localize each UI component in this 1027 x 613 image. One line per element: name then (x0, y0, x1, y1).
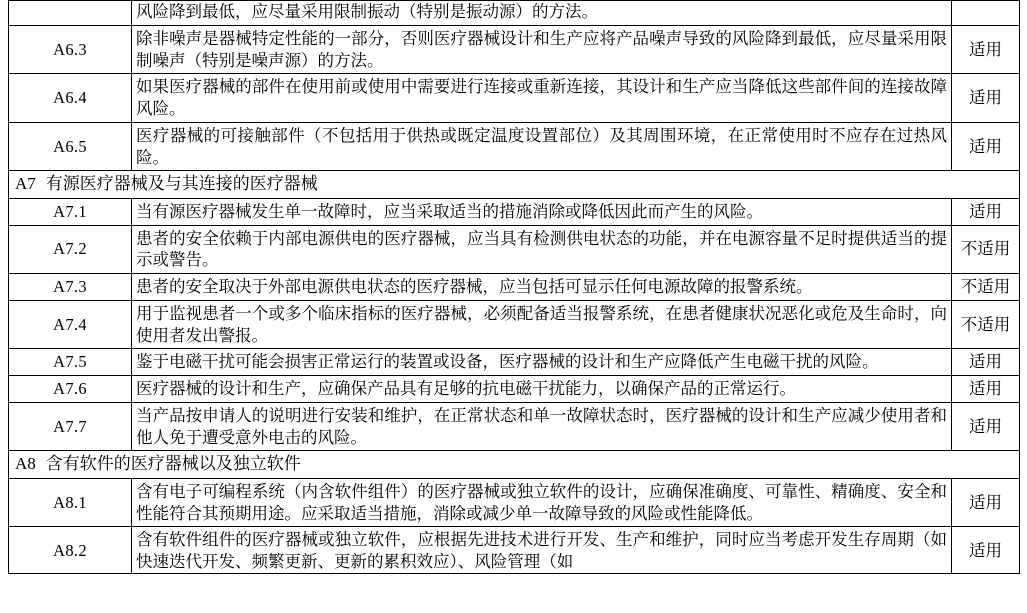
row-code: A6.3 (9, 25, 132, 74)
row-applicability: 不适用 (952, 274, 1020, 301)
row-text: 除非噪声是器械特定性能的一部分，否则医疗器械设计和生产应将产品噪声导致的风险降到最低，应尽量采用限制噪声（特别是噪声源）的方法。 (132, 25, 952, 74)
table-row (9, 1, 1020, 26)
row-code: A7.7 (9, 402, 132, 451)
row-text: 患者的安全取决于外部电源供电状态的医疗器械，应当包括可显示任何电源故障的报警系统。 (132, 274, 952, 301)
row-text: 含有电子可编程系统（内含软件组件）的医疗器械或独立软件的设计，应确保准确度、可靠性、精确度、安全和性能符合其预期用途。应采取适当措施，消除或减少单一故障导致的风险或性能降低。 (132, 478, 952, 527)
row-code: A7.6 (9, 376, 132, 403)
table-row (9, 478, 1020, 527)
row-applicability: 适用 (952, 478, 1020, 527)
row-applicability: 适用 (952, 349, 1020, 376)
row-code: A8.1 (9, 478, 132, 527)
section-title: 含有软件的医疗器械以及独立软件 (45, 454, 301, 474)
row-text: 医疗器械的可接触部件（不包括用于供热或既定温度设置部位）及其周围环境，在正常使用时不应存在过热风险。 (132, 122, 952, 171)
table-row (9, 376, 1020, 403)
table-row (9, 349, 1020, 376)
section-heading (9, 451, 1020, 478)
row-code: A8.2 (9, 527, 132, 574)
row-text: 如果医疗器械的部件在使用前或使用中需要进行连接或重新连接，其设计和生产应当降低这些部件间的连接故障风险。 (132, 74, 952, 123)
row-text: 用于监视患者一个或多个临床指标的医疗器械，必须配备适当报警系统，在患者健康状况恶化或危及生命时，向使用者发出警报。 (132, 300, 952, 349)
row-text: 医疗器械的设计和生产，应确保产品具有足够的抗电磁干扰能力，以确保产品的正常运行。 (132, 376, 952, 403)
table-row (9, 198, 1020, 225)
table-row (9, 74, 1020, 123)
row-applicability: 不适用 (952, 225, 1020, 274)
row-code: A6.5 (9, 122, 132, 171)
row-code: A7.2 (9, 225, 132, 274)
section-heading (9, 171, 1020, 198)
table-row (9, 122, 1020, 171)
row-code: A7.5 (9, 349, 132, 376)
row-text: 风险降到最低，应尽量采用限制振动（特别是振动源）的方法。 (132, 1, 952, 26)
requirements-table (8, 0, 1020, 574)
table-body (9, 1, 1020, 574)
row-text: 当产品按申请人的说明进行安装和维护，在正常状态和单一故障状态时，医疗器械的设计和生产应减少使用者和他人免于遭受意外电击的风险。 (132, 402, 952, 451)
row-text: 患者的安全依赖于内部电源供电的医疗器械，应当具有检测供电状态的功能，并在电源容量不足时提供适当的提示或警告。 (132, 225, 952, 274)
row-text: 含有软件组件的医疗器械或独立软件，应根据先进技术进行开发、生产和维护，同时应当考虑开发生存周期（如快速迭代开发、频繁更新、更新的累积效应）、风险管理（如 (132, 527, 952, 574)
table-row (9, 402, 1020, 451)
row-code: A6.4 (9, 74, 132, 123)
section-title: 有源医疗器械及与其连接的医疗器械 (45, 174, 318, 194)
row-applicability: 适用 (952, 122, 1020, 171)
table-row (9, 225, 1020, 274)
row-code (9, 1, 132, 26)
row-applicability: 适用 (952, 25, 1020, 74)
row-text: 当有源医疗器械发生单一故障时，应当采取适当的措施消除或降低因此而产生的风险。 (132, 198, 952, 225)
row-text: 鉴于电磁干扰可能会损害正常运行的装置或设备，医疗器械的设计和生产应降低产生电磁干扰的风险。 (132, 349, 952, 376)
section-code: A7 (15, 174, 36, 194)
table-row (9, 527, 1020, 574)
row-applicability: 适用 (952, 74, 1020, 123)
table-section-row (9, 171, 1020, 198)
row-applicability: 适用 (952, 376, 1020, 403)
row-applicability: 适用 (952, 198, 1020, 225)
table-row (9, 25, 1020, 74)
row-applicability (952, 1, 1020, 26)
row-code: A7.3 (9, 274, 132, 301)
table-section-row (9, 451, 1020, 478)
section-code: A8 (15, 454, 36, 474)
row-applicability: 适用 (952, 527, 1020, 574)
row-applicability: 适用 (952, 402, 1020, 451)
table-row (9, 300, 1020, 349)
table-row (9, 274, 1020, 301)
row-code: A7.1 (9, 198, 132, 225)
row-code: A7.4 (9, 300, 132, 349)
row-applicability: 不适用 (952, 300, 1020, 349)
